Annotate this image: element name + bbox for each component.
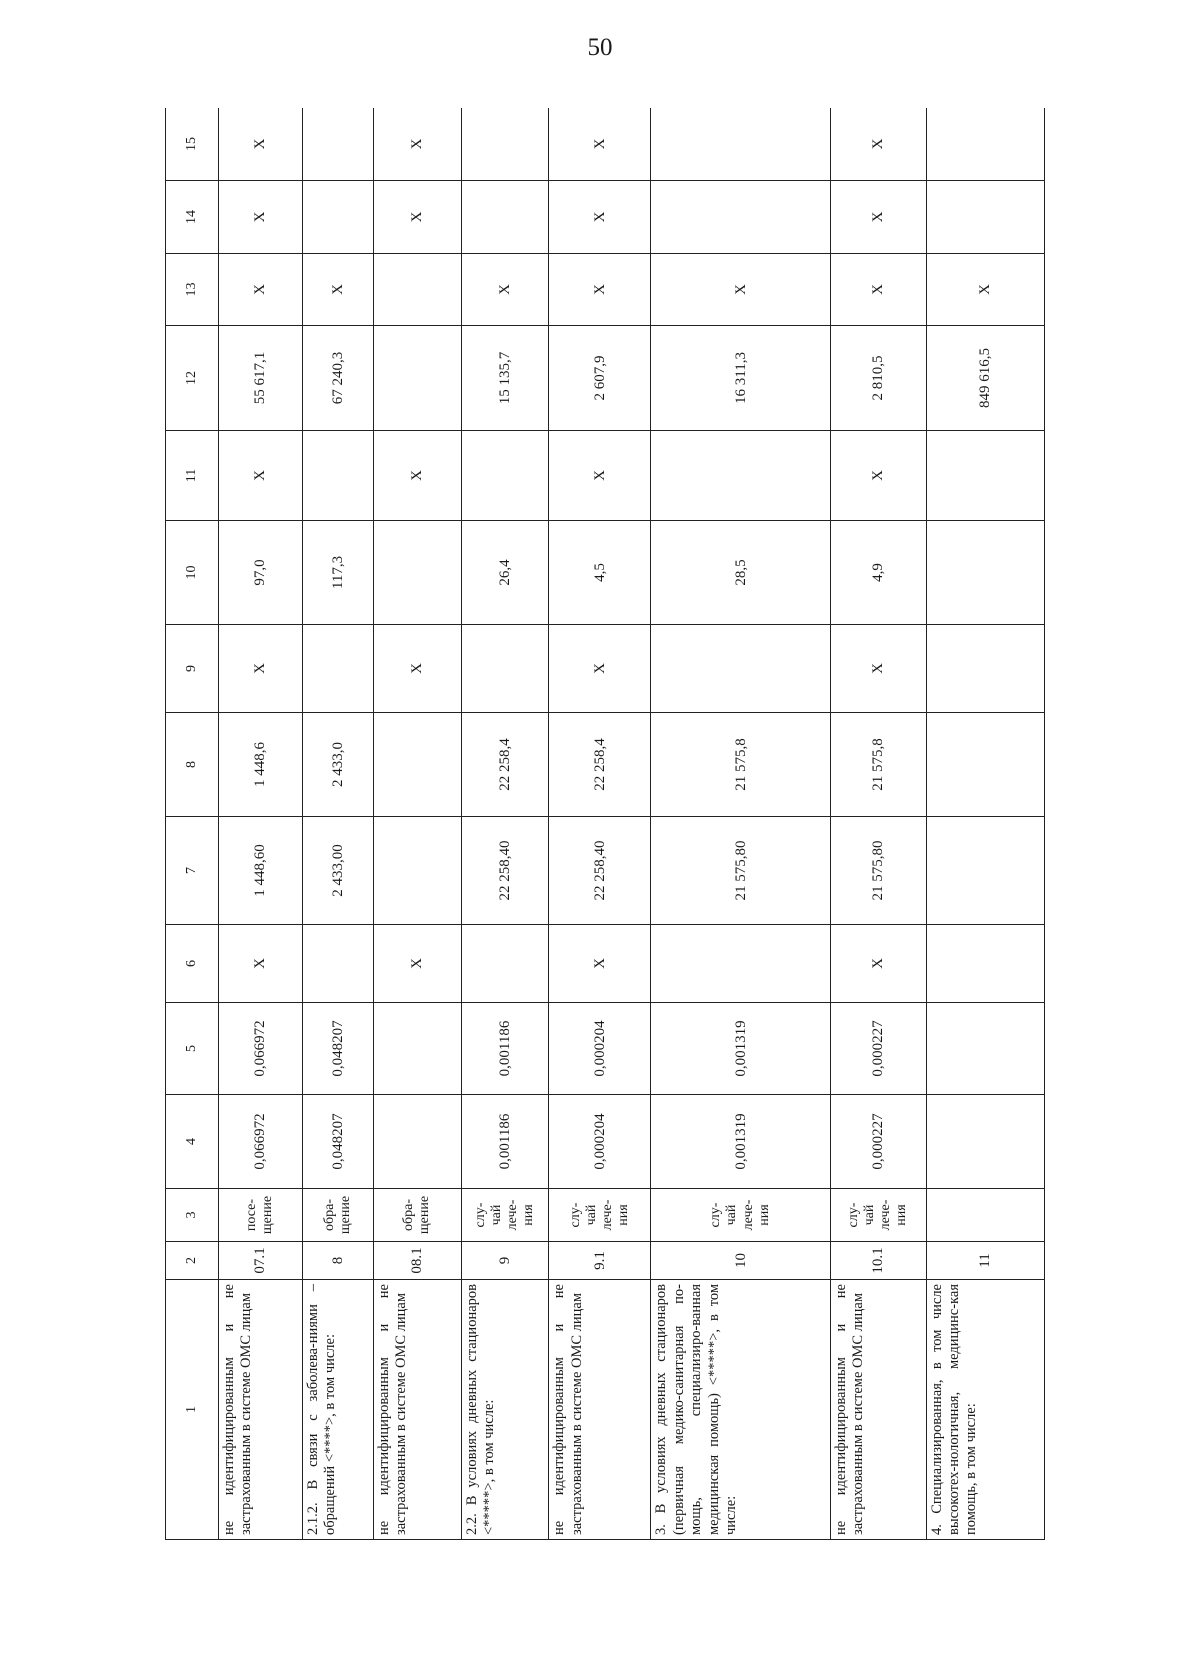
value-cell: X xyxy=(219,925,303,1003)
table-row xyxy=(926,108,1044,1540)
value-cell xyxy=(926,521,1044,625)
row-label: не идентифицированным и не застрахованным в системе ОМС лицам xyxy=(551,1284,585,1535)
table-row xyxy=(302,108,373,1540)
value-cell: 2 433,00 xyxy=(302,817,373,925)
table-frame xyxy=(165,108,1045,1540)
row-label: не идентифицированным и не застрахованным в системе ОМС лицам xyxy=(221,1284,255,1535)
row-label-cell xyxy=(926,1280,1044,1540)
value-cell: 22 258,40 xyxy=(549,817,651,925)
value-cell: X xyxy=(926,254,1044,326)
value-cell: 2 433,0 xyxy=(302,713,373,817)
row-label-cell xyxy=(549,1280,651,1540)
value-cell: 22 258,4 xyxy=(549,713,651,817)
unit-cell: обра-щение xyxy=(374,1189,462,1242)
table-row xyxy=(651,108,830,1540)
value-cell: X xyxy=(830,431,926,521)
value-cell: 0,066972 xyxy=(219,1095,303,1189)
table-row xyxy=(549,108,651,1540)
value-cell xyxy=(461,108,549,181)
value-cell xyxy=(651,108,830,181)
value-cell xyxy=(651,181,830,254)
value-cell: X xyxy=(830,925,926,1003)
row-number-cell: 10.1 xyxy=(830,1242,926,1280)
value-cell: X xyxy=(461,254,549,326)
value-cell: X xyxy=(830,181,926,254)
value-cell xyxy=(302,925,373,1003)
header-cell: 7 xyxy=(166,817,219,925)
row-label: не идентифицированным и не застрахованным в системе ОМС лицам xyxy=(376,1284,410,1535)
value-cell: 849 616,5 xyxy=(926,326,1044,431)
value-cell: 0,001319 xyxy=(651,1003,830,1095)
value-cell: 0,000204 xyxy=(549,1095,651,1189)
value-cell: X xyxy=(374,431,462,521)
value-cell xyxy=(926,108,1044,181)
row-label-cell xyxy=(830,1280,926,1540)
unit-cell: обра-щение xyxy=(302,1189,373,1242)
value-cell xyxy=(374,1003,462,1095)
value-cell: 67 240,3 xyxy=(302,326,373,431)
value-cell: 0,001186 xyxy=(461,1003,549,1095)
value-cell: X xyxy=(830,625,926,713)
value-cell: X xyxy=(374,925,462,1003)
table-row xyxy=(830,108,926,1540)
row-number-cell: 08.1 xyxy=(374,1242,462,1280)
value-cell xyxy=(926,181,1044,254)
row-label-cell xyxy=(219,1280,303,1540)
value-cell xyxy=(374,817,462,925)
header-cell: 2 xyxy=(166,1242,219,1280)
value-cell: 0,001186 xyxy=(461,1095,549,1189)
data-table xyxy=(165,108,1045,1540)
value-cell xyxy=(302,625,373,713)
value-cell: X xyxy=(302,254,373,326)
header-cell: 4 xyxy=(166,1095,219,1189)
value-cell: X xyxy=(549,431,651,521)
value-cell: 4,9 xyxy=(830,521,926,625)
value-cell: 0,000204 xyxy=(549,1003,651,1095)
value-cell: X xyxy=(651,254,830,326)
value-cell: X xyxy=(549,181,651,254)
value-cell: X xyxy=(219,108,303,181)
value-cell: X xyxy=(830,108,926,181)
header-cell: 15 xyxy=(166,108,219,181)
table-row xyxy=(461,108,549,1540)
value-cell: 16 311,3 xyxy=(651,326,830,431)
value-cell: X xyxy=(549,925,651,1003)
value-cell: 21 575,80 xyxy=(651,817,830,925)
row-number-cell: 11 xyxy=(926,1242,1044,1280)
value-cell xyxy=(461,431,549,521)
row-label: 2.2. В условиях дневных стационаров <*****>, в том числе: xyxy=(463,1284,498,1535)
value-cell xyxy=(461,925,549,1003)
value-cell: 0,001319 xyxy=(651,1095,830,1189)
value-cell xyxy=(926,625,1044,713)
header-cell: 11 xyxy=(166,431,219,521)
value-cell: 2 607,9 xyxy=(549,326,651,431)
value-cell xyxy=(651,431,830,521)
value-cell xyxy=(374,521,462,625)
value-cell xyxy=(461,625,549,713)
row-label: 3. В условиях дневных стационаров (первичная медико-санитарная по-мощь, специализиро-ванная медицинская помощь) <*****>, в том числе: xyxy=(653,1284,739,1535)
value-cell: X xyxy=(830,254,926,326)
unit-cell: слу-чай лече-ния xyxy=(830,1189,926,1242)
value-cell xyxy=(374,326,462,431)
value-cell xyxy=(926,925,1044,1003)
value-cell: X xyxy=(374,181,462,254)
value-cell: 15 135,7 xyxy=(461,326,549,431)
row-number-cell: 9.1 xyxy=(549,1242,651,1280)
value-cell: 26,4 xyxy=(461,521,549,625)
row-label: 2.1.2. В связи с заболева-ниями – обращений <****>, в том числе: xyxy=(304,1284,339,1535)
value-cell: 21 575,8 xyxy=(651,713,830,817)
value-cell xyxy=(302,108,373,181)
value-cell: 0,066972 xyxy=(219,1003,303,1095)
row-number-cell: 9 xyxy=(461,1242,549,1280)
value-cell xyxy=(302,181,373,254)
value-cell: 55 617,1 xyxy=(219,326,303,431)
value-cell: X xyxy=(219,254,303,326)
value-cell xyxy=(461,181,549,254)
value-cell: 97,0 xyxy=(219,521,303,625)
value-cell: X xyxy=(549,254,651,326)
header-cell: 12 xyxy=(166,326,219,431)
header-cell: 8 xyxy=(166,713,219,817)
value-cell: 2 810,5 xyxy=(830,326,926,431)
header-cell: 6 xyxy=(166,925,219,1003)
value-cell: 1 448,6 xyxy=(219,713,303,817)
value-cell xyxy=(926,713,1044,817)
value-cell: 0,000227 xyxy=(830,1095,926,1189)
value-cell xyxy=(374,713,462,817)
value-cell: X xyxy=(374,108,462,181)
value-cell xyxy=(926,1003,1044,1095)
row-number-cell: 07.1 xyxy=(219,1242,303,1280)
unit-cell: слу-чай лече-ния xyxy=(461,1189,549,1242)
value-cell: X xyxy=(219,431,303,521)
header-row xyxy=(166,108,219,1540)
unit-cell: слу-чай лече-ния xyxy=(651,1189,830,1242)
header-cell: 5 xyxy=(166,1003,219,1095)
header-cell: 14 xyxy=(166,181,219,254)
value-cell: 0,048207 xyxy=(302,1095,373,1189)
table-row xyxy=(374,108,462,1540)
value-cell: 1 448,60 xyxy=(219,817,303,925)
value-cell: 21 575,8 xyxy=(830,713,926,817)
value-cell xyxy=(374,1095,462,1189)
value-cell: X xyxy=(374,625,462,713)
header-cell: 10 xyxy=(166,521,219,625)
row-number-cell: 8 xyxy=(302,1242,373,1280)
row-label-cell xyxy=(302,1280,373,1540)
value-cell: 22 258,40 xyxy=(461,817,549,925)
row-label: не идентифицированным и не застрахованным в системе ОМС лицам xyxy=(832,1284,867,1535)
value-cell: 0,048207 xyxy=(302,1003,373,1095)
value-cell xyxy=(651,625,830,713)
unit-cell xyxy=(926,1189,1044,1242)
value-cell xyxy=(651,925,830,1003)
header-cell: 1 xyxy=(166,1280,219,1540)
value-cell xyxy=(926,431,1044,521)
unit-cell: слу-чай лече-ния xyxy=(549,1189,651,1242)
value-cell: 22 258,4 xyxy=(461,713,549,817)
header-cell: 13 xyxy=(166,254,219,326)
table-row xyxy=(219,108,303,1540)
value-cell: X xyxy=(219,181,303,254)
value-cell: X xyxy=(549,625,651,713)
value-cell: 4,5 xyxy=(549,521,651,625)
value-cell xyxy=(926,1095,1044,1189)
row-label-cell xyxy=(461,1280,549,1540)
value-cell: X xyxy=(219,625,303,713)
header-cell: 9 xyxy=(166,625,219,713)
value-cell: 28,5 xyxy=(651,521,830,625)
row-number-cell: 10 xyxy=(651,1242,830,1280)
value-cell: 21 575,80 xyxy=(830,817,926,925)
page-number: 50 xyxy=(587,34,613,61)
value-cell: 0,000227 xyxy=(830,1003,926,1095)
row-label: 4. Специализированная, в том числе высокотех-нологичная, медицинс-кая помощь, в том числе: xyxy=(928,1284,980,1535)
header-cell: 3 xyxy=(166,1189,219,1242)
row-label-cell xyxy=(374,1280,462,1540)
value-cell: X xyxy=(549,108,651,181)
value-cell xyxy=(926,817,1044,925)
value-cell xyxy=(302,431,373,521)
value-cell xyxy=(374,254,462,326)
unit-cell: посе-щение xyxy=(219,1189,303,1242)
value-cell: 117,3 xyxy=(302,521,373,625)
row-label-cell xyxy=(651,1280,830,1540)
